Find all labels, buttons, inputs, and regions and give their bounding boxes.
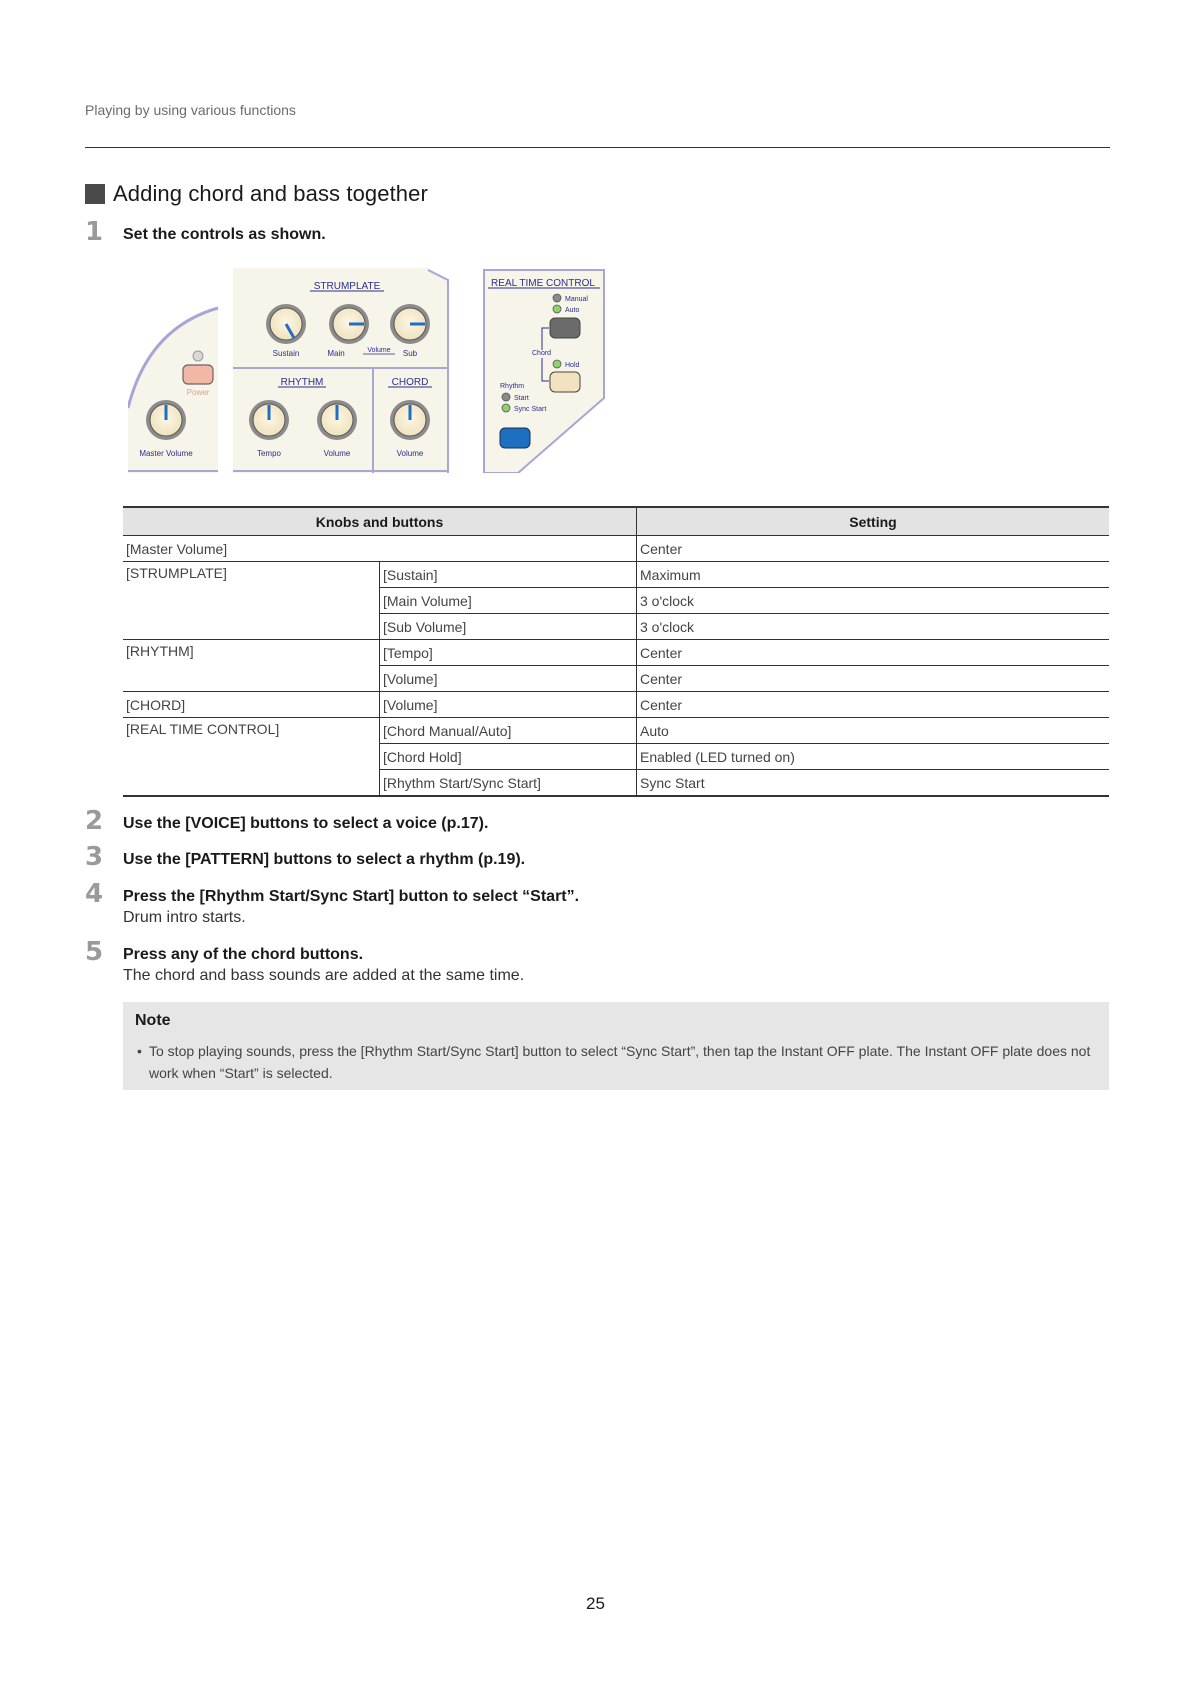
table-cell-setting: 3 o'clock	[637, 588, 1110, 614]
note-title: Note	[135, 1012, 171, 1029]
chord-label: CHORD	[391, 377, 429, 388]
chord-volume-knob	[390, 400, 430, 440]
step-number: 4	[85, 879, 104, 909]
table-cell-item: [Sustain]	[380, 562, 637, 588]
table-cell-setting: Maximum	[637, 562, 1110, 588]
table-cell-group: [CHORD]	[123, 692, 380, 718]
sustain-label: Sustain	[272, 349, 300, 358]
table-cell-item: [Main Volume]	[380, 588, 637, 614]
table-header-controls: Knobs and buttons	[123, 507, 637, 536]
sub-volume-knob	[390, 304, 430, 344]
main-volume-knob	[329, 304, 369, 344]
hold-led-icon	[553, 360, 561, 368]
step-number: 1	[85, 217, 104, 247]
start-led-icon	[502, 393, 510, 401]
table-cell-group: [Master Volume]	[123, 536, 637, 562]
note-box	[123, 1002, 1109, 1090]
table-cell-setting: Sync Start	[637, 770, 1110, 797]
table-cell-item: [Chord Hold]	[380, 744, 637, 770]
table-cell-item: [Sub Volume]	[380, 614, 637, 640]
middle-panel-bg	[233, 268, 448, 473]
master-volume-knob	[146, 400, 186, 440]
tempo-label: Tempo	[256, 449, 282, 458]
table-cell-setting: Center	[637, 666, 1110, 692]
step-number: 2	[85, 806, 104, 836]
sub-label: Sub	[402, 349, 418, 358]
note-item-text: To stop playing sounds, press the [Rhythm Start/Sync Start] button to select “Sync Start”, then tap the Instant OFF plate. The Instant OFF plate does not work when “Start” is selected.	[149, 1043, 1091, 1081]
section-title-text: Adding chord and bass together	[113, 181, 428, 206]
table-cell-group: [STRUMPLATE]	[123, 562, 380, 640]
step-number: 3	[85, 842, 104, 872]
power-label: Power	[186, 388, 210, 397]
power-button	[183, 365, 213, 384]
sync-start-label: Sync Start	[514, 406, 547, 413]
start-label: Start	[514, 395, 529, 402]
rhythm-volume-knob	[317, 400, 357, 440]
chord-manual-auto-button	[550, 318, 580, 338]
table-row	[123, 718, 1109, 744]
running-header: Playing by using various functions	[85, 102, 296, 118]
strumplate-label: STRUMPLATE	[313, 281, 381, 292]
table-cell-item: [Tempo]	[380, 640, 637, 666]
table-cell-item: [Volume]	[380, 666, 637, 692]
page-number: 25	[586, 1594, 605, 1613]
chord-volume-label: Volume	[396, 449, 424, 458]
settings-table	[123, 506, 1109, 797]
auto-label: Auto	[565, 307, 580, 314]
table-cell-setting: Center	[637, 640, 1110, 666]
step-text: Press any of the chord buttons.	[123, 946, 364, 963]
auto-led-icon	[553, 305, 561, 313]
manual-label: Manual	[565, 296, 588, 303]
table-row	[123, 640, 1109, 666]
hold-label: Hold	[565, 362, 580, 369]
step-subtext: Drum intro starts.	[123, 909, 246, 926]
step-subtext: The chord and bass sounds are added at the same time.	[123, 967, 525, 984]
table-cell-setting: 3 o'clock	[637, 614, 1110, 640]
bullet-icon: •	[137, 1043, 142, 1059]
step-text: Use the [PATTERN] buttons to select a rhythm (p.19).	[123, 851, 526, 868]
note-item	[135, 1040, 1097, 1084]
step-text: Press the [Rhythm Start/Sync Start] button to select “Start”.	[123, 888, 580, 905]
rhythm-side-label: Rhythm	[500, 383, 525, 390]
table-header-setting: Setting	[637, 507, 1110, 536]
master-volume-label: Master Volume	[139, 449, 193, 458]
table-cell-setting: Center	[637, 536, 1110, 562]
main-label: Main	[327, 349, 345, 358]
sync-start-led-icon	[502, 404, 510, 412]
table-header-row	[123, 507, 1109, 536]
volume-caption: Volume	[367, 347, 391, 354]
sustain-knob	[266, 304, 306, 344]
rtc-label: REAL TIME CONTROL	[491, 278, 595, 289]
table-cell-item: [Rhythm Start/Sync Start]	[380, 770, 637, 797]
power-led-icon	[193, 351, 203, 361]
table-cell-item: [Chord Manual/Auto]	[380, 718, 637, 744]
table-row	[123, 536, 1109, 562]
table-row	[123, 562, 1109, 588]
section-square-icon	[85, 184, 105, 204]
section-title	[85, 181, 428, 207]
step-number: 5	[85, 937, 104, 967]
step-text: Set the controls as shown.	[123, 226, 326, 243]
control-panel-illustration	[128, 268, 613, 473]
table-cell-setting: Center	[637, 692, 1110, 718]
rhythm-label: RHYTHM	[280, 377, 324, 388]
table-cell-setting: Enabled (LED turned on)	[637, 744, 1110, 770]
chord-side-label: Chord	[532, 350, 552, 357]
tempo-knob	[249, 400, 289, 440]
rhythm-start-sync-button	[500, 428, 530, 448]
step-text: Use the [VOICE] buttons to select a voice (p.17).	[123, 815, 489, 832]
table-cell-item: [Volume]	[380, 692, 637, 718]
table-cell-group: [RHYTHM]	[123, 640, 380, 692]
manual-led-icon	[553, 294, 561, 302]
table-cell-group: [REAL TIME CONTROL]	[123, 718, 380, 797]
header-rule	[85, 147, 1110, 148]
table-row	[123, 692, 1109, 718]
rhythm-volume-label: Volume	[323, 449, 351, 458]
table-cell-setting: Auto	[637, 718, 1110, 744]
chord-hold-button	[550, 372, 580, 392]
